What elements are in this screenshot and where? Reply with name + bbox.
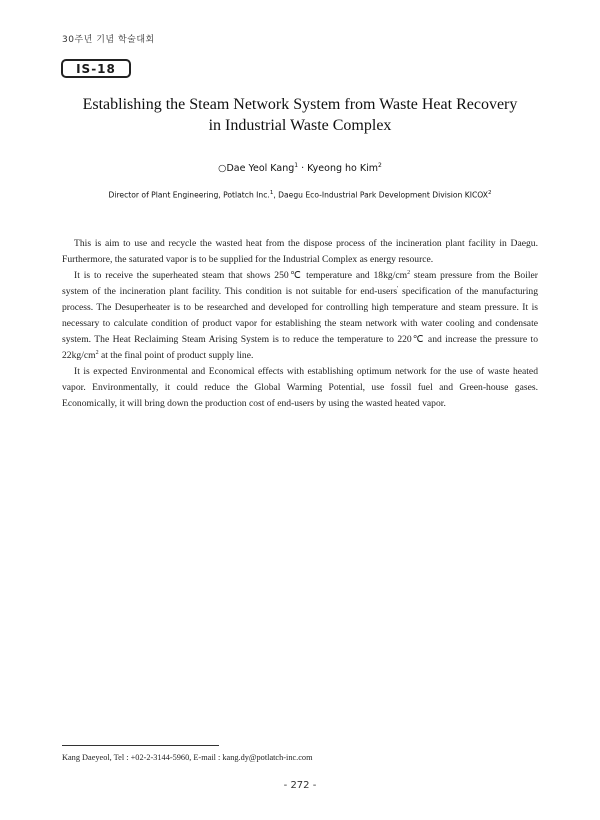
abstract-p2-sup-1: 2 — [407, 269, 411, 276]
abstract-paragraph-2 — [62, 268, 538, 364]
author-1-affiliation-index: 1 — [294, 162, 299, 169]
author-1-name: Dae Yeol Kang — [226, 163, 295, 175]
abstract-p2-sup-3: 2 — [95, 349, 99, 356]
abstract-p2-text-b: steam pressure from the Boiler system of the incineration plant facility. This condition is not suitable for end-users — [62, 270, 538, 297]
abstract-p2-text-a: It is to receive the superheated steam that shows 250℃ temperature and 18kg/cm — [74, 270, 408, 281]
page-number: - 272 - — [283, 780, 317, 791]
footnote-divider — [62, 745, 219, 746]
abstract-p2-text-d: at the final point of product supply line. — [98, 350, 254, 361]
conference-header-label: 30주년 기념 학술대회 — [62, 35, 155, 45]
author-2-affiliation-index: 2 — [378, 162, 382, 169]
abstract-p2-text-c: specification of the manufacturing process. The Desuperheater is to be researched and developed for controlling high temperature and steam pressure. It is necessary to calculate condition of product vapor for establishing the steam network with water cooling and condensate system. The Heat Reclaiming Steam Arising System is to reduce the temperature to 220℃ and increase the pressure to 22kg/cm — [62, 286, 538, 361]
paper-title — [60, 94, 540, 136]
title-line-2: in Industrial Waste Complex — [208, 117, 392, 134]
author-2-name: Kyeong ho Kim — [307, 163, 379, 175]
affiliation-2-index: 2 — [487, 190, 492, 196]
abstract-paragraph-3: It is expected Environmental and Economical effects with establishing optimum network for the use of waste heated vapor. Environmentally, it could reduce the Global Warming Potential, use fossil fuel and Green-house gases. Economically, it will bring down the production cost of end-users by using the wasted heated vapor. — [62, 366, 538, 409]
author-separator: · — [298, 163, 308, 175]
abstract-body — [62, 236, 538, 412]
affiliations — [60, 190, 540, 200]
title-line-1: Establishing the Steam Network System from Waste Heat Recovery — [82, 96, 518, 113]
session-code: IS-18 — [76, 61, 116, 76]
footnote-contact: Kang Daeyeol, Tel : +02-2-3144-5960, E-mail : kang.dy@potlatch-inc.com — [62, 753, 313, 762]
presenter-marker: ○ — [218, 163, 227, 175]
session-code-badge — [61, 59, 131, 78]
affiliation-2: , Daegu Eco-Industrial Park Development Division KICOX — [273, 190, 488, 200]
affiliation-1-index: 1 — [269, 190, 274, 196]
abstract-p2-sup-2: ' — [397, 285, 399, 292]
abstract-paragraph-1: This is aim to use and recycle the wasted heat from the dispose process of the incineration plant facility in Daegu. Furthermore, the saturated vapor is to be supplied for the Industrial Complex as energy resource. — [62, 238, 538, 265]
affiliation-1: Director of Plant Engineering, Potlatch Inc. — [108, 190, 270, 200]
author-list — [60, 162, 540, 174]
